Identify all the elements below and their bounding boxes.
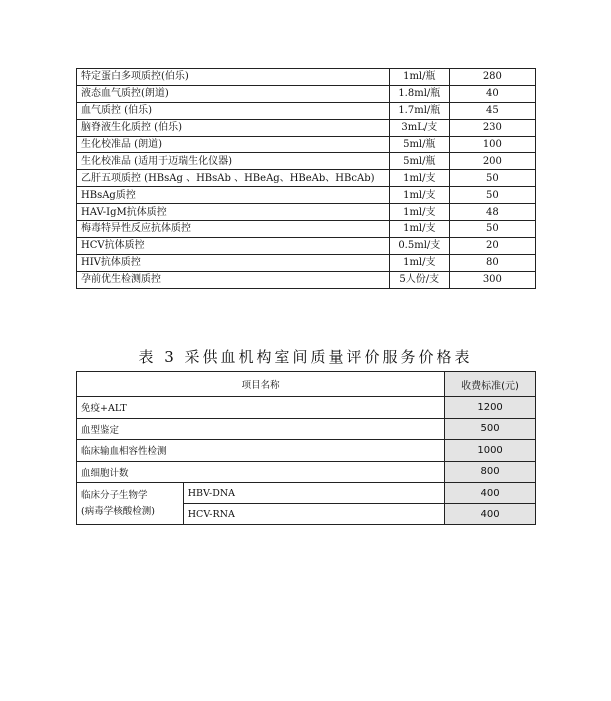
table-row <box>77 102 536 119</box>
table3-header-row <box>77 372 536 397</box>
table-row <box>77 204 536 221</box>
table-row <box>77 440 536 462</box>
item-price: 20 <box>449 237 535 254</box>
item-name: 免疫+ALT <box>77 397 445 419</box>
blood-institution-eqa-price-table <box>76 371 536 525</box>
item-price: 500 <box>445 418 536 440</box>
sub-item-name: HBV-DNA <box>183 483 444 504</box>
item-spec: 5人份/支 <box>389 271 449 288</box>
table-row <box>77 254 536 271</box>
group-label-line1: 临床分子生物学 <box>81 489 148 501</box>
item-spec: 1ml/瓶 <box>389 69 449 86</box>
table-row <box>77 187 536 204</box>
item-name: 血气质控 (伯乐) <box>77 102 390 119</box>
item-name: 特定蛋白多项质控(伯乐) <box>77 69 390 86</box>
item-price: 40 <box>449 85 535 102</box>
group-label-line2: (病毒学核酸检测) <box>81 505 155 517</box>
item-price: 80 <box>449 254 535 271</box>
item-price: 300 <box>449 271 535 288</box>
table3-title: 表 3 采供血机构室间质量评价服务价格表 <box>138 348 473 366</box>
qc-table-body <box>77 69 536 289</box>
table-row <box>77 153 536 170</box>
item-spec: 1ml/支 <box>389 204 449 221</box>
item-name: HAV-IgM抗体质控 <box>77 204 390 221</box>
item-name: 生化校准品 (朗道) <box>77 136 390 153</box>
table-row <box>77 221 536 238</box>
item-spec: 0.5ml/支 <box>389 237 449 254</box>
item-price: 48 <box>449 204 535 221</box>
table-row <box>77 397 536 419</box>
table-row <box>77 170 536 187</box>
header-item-name: 项目名称 <box>77 372 445 397</box>
item-spec: 1.8ml/瓶 <box>389 85 449 102</box>
table-row <box>77 136 536 153</box>
item-price: 45 <box>449 102 535 119</box>
table-row <box>77 271 536 288</box>
group-label <box>77 483 184 525</box>
item-name: HBsAg质控 <box>77 187 390 204</box>
item-price: 1200 <box>445 397 536 419</box>
item-name: 生化校准品 (适用于迈瑞生化仪器) <box>77 153 390 170</box>
item-price: 50 <box>449 170 535 187</box>
item-name: 孕前优生检测质控 <box>77 271 390 288</box>
sub-item-price: 400 <box>445 483 536 504</box>
sub-item-name: HCV-RNA <box>183 504 444 525</box>
sub-item-price: 400 <box>445 504 536 525</box>
item-spec: 1ml/支 <box>389 221 449 238</box>
item-price: 100 <box>449 136 535 153</box>
item-name: HIV抗体质控 <box>77 254 390 271</box>
item-spec: 1ml/支 <box>389 187 449 204</box>
item-spec: 5ml/瓶 <box>389 153 449 170</box>
item-name: 血细胞计数 <box>77 461 445 483</box>
table-row <box>77 119 536 136</box>
table-row <box>77 461 536 483</box>
item-spec: 1.7ml/瓶 <box>389 102 449 119</box>
item-name: 乙肝五项质控 (HBsAg 、HBsAb 、HBeAg、HBeAb、HBcAb) <box>77 170 390 187</box>
item-name: 血型鉴定 <box>77 418 445 440</box>
item-price: 800 <box>445 461 536 483</box>
item-name: 脑脊液生化质控 (伯乐) <box>77 119 390 136</box>
table-row <box>77 418 536 440</box>
table-row <box>77 237 536 254</box>
item-price: 1000 <box>445 440 536 462</box>
item-price: 50 <box>449 221 535 238</box>
item-price: 280 <box>449 69 535 86</box>
item-price: 200 <box>449 153 535 170</box>
item-price: 50 <box>449 187 535 204</box>
item-name: HCV抗体质控 <box>77 237 390 254</box>
item-spec: 1ml/支 <box>389 254 449 271</box>
item-name: 临床输血相容性检测 <box>77 440 445 462</box>
header-price: 收费标准(元) <box>445 372 536 397</box>
item-price: 230 <box>449 119 535 136</box>
table-row <box>77 85 536 102</box>
item-spec: 3mL/支 <box>389 119 449 136</box>
item-name: 液态血气质控(朗道) <box>77 85 390 102</box>
table-row <box>77 69 536 86</box>
quality-control-price-table <box>76 68 536 289</box>
item-name: 梅毒特异性反应抗体质控 <box>77 221 390 238</box>
table-row <box>77 483 536 504</box>
item-spec: 5ml/瓶 <box>389 136 449 153</box>
item-spec: 1ml/支 <box>389 170 449 187</box>
